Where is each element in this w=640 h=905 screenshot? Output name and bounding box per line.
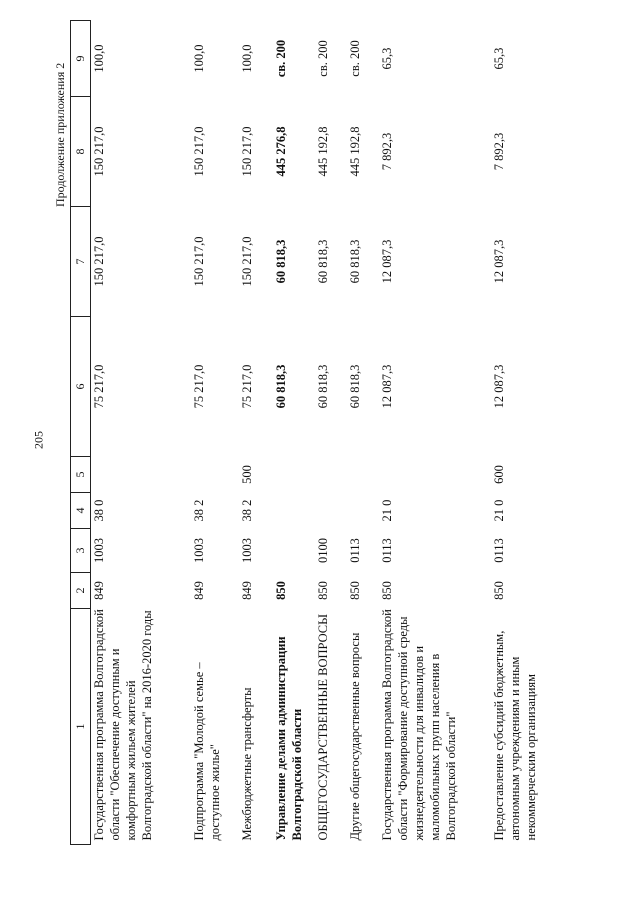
column-header: 8 [71,97,91,207]
table-row [191,21,239,845]
cell-col2: 850 [348,581,362,600]
cell-col9: 65,3 [492,47,506,70]
cell-col7: 12 087,3 [380,239,394,284]
cell-col6: 75 217,0 [240,364,254,409]
cell-col3: 1003 [192,538,206,563]
cell-col5: 500 [240,465,254,484]
table-row [315,21,347,845]
cell-col4: 38 0 [92,499,106,522]
cell-col6: 60 818,3 [316,364,330,409]
page-number: 205 [31,431,46,449]
column-header: 9 [71,21,91,97]
table-row [491,21,551,845]
table-row [273,21,315,845]
cell-col7: 60 818,3 [274,239,288,284]
cell-col4: 38 2 [192,499,206,522]
cell-col7: 150 217,0 [92,236,106,287]
cell-col6: 75 217,0 [192,364,206,409]
cell-col3 [273,529,315,573]
cell-col5 [347,457,379,493]
cell-col2: 849 [92,581,106,600]
cell-col2: 850 [316,581,330,600]
cell-col9: 100,0 [92,44,106,73]
cell-col2: 850 [380,581,394,600]
cell-col4 [273,493,315,529]
cell-col5 [315,457,347,493]
column-header: 7 [71,207,91,317]
cell-col4: 38 2 [240,499,254,522]
cell-col9: св. 200 [316,40,330,77]
row-name: Подпрограмма "Молодой семье – доступное жилье" [192,662,222,841]
cell-col5: 600 [492,465,506,484]
cell-col6: 60 818,3 [274,364,288,409]
cell-col9: 65,3 [380,47,394,70]
cell-col5 [379,457,491,493]
row-name: Государственная программа Волгоградской области "Обеспечение доступным и комфортным жильем жителей Волгоградской области" на 2016-2020 годы [92,609,154,841]
cell-col5 [191,457,239,493]
cell-col6: 12 087,3 [380,364,394,409]
appendix-continuation-note: Продолжение приложения 2 [53,62,67,207]
cell-col2: 850 [274,581,288,600]
cell-col6: 75 217,0 [92,364,106,409]
cell-col7: 150 217,0 [192,236,206,287]
cell-col8: 150 217,0 [92,126,106,177]
cell-col2: 849 [240,581,254,600]
cell-col9: св. 200 [348,40,362,77]
cell-col3: 1003 [92,538,106,563]
cell-col5 [273,457,315,493]
row-name: Управление делами администрации Волгоградской области [274,636,304,841]
column-header: 4 [71,493,91,529]
cell-col8: 150 217,0 [240,126,254,177]
cell-col7: 60 818,3 [348,239,362,284]
cell-col5 [91,457,192,493]
cell-col9: 100,0 [192,44,206,73]
table-row [379,21,491,845]
row-name: Другие общегосударственные вопросы [348,632,362,841]
budget-table [70,20,551,845]
column-header: 3 [71,529,91,573]
table-row [347,21,379,845]
cell-col6: 12 087,3 [492,364,506,409]
row-name: Межбюджетные трансферты [240,687,254,841]
cell-col4: 21 0 [492,499,506,522]
cell-col7: 150 217,0 [240,236,254,287]
cell-col9: св. 200 [274,39,288,78]
cell-col4 [347,493,379,529]
row-name: ОБЩЕГОСУДАРСТВЕННЫЕ ВОПРОСЫ [316,613,330,841]
cell-col8: 150 217,0 [192,126,206,177]
cell-col6: 60 818,3 [348,364,362,409]
row-name: Предоставление субсидий бюджетным, автономным учреждениям и иным некоммерческим организациям [492,630,538,841]
cell-col7: 12 087,3 [492,239,506,284]
column-header: 5 [71,457,91,493]
cell-col4: 21 0 [380,499,394,522]
cell-col2: 850 [492,581,506,600]
cell-col3: 0113 [348,538,362,563]
column-header: 1 [71,609,91,845]
cell-col4 [315,493,347,529]
cell-col8: 445 276,8 [274,126,288,177]
cell-col9: 100,0 [240,44,254,73]
column-header: 6 [71,317,91,457]
table-row [91,21,192,845]
column-header: 2 [71,573,91,609]
cell-col8: 445 192,8 [348,126,362,177]
cell-col2: 849 [192,581,206,600]
cell-col8: 7 892,3 [492,132,506,171]
table-header-row [71,21,91,845]
row-name: Государственная программа Волгоградской области "Формирование доступной среды жизнедеятельности для инвалидов и маломобильных групп населения в Волгоградской области" [380,609,458,841]
cell-col3: 0113 [380,538,394,563]
cell-col3: 1003 [240,538,254,563]
table-row [239,21,273,845]
cell-col8: 445 192,8 [316,126,330,177]
cell-col7: 60 818,3 [316,239,330,284]
cell-col3: 0100 [316,538,330,563]
cell-col8: 7 892,3 [380,132,394,171]
cell-col3: 0113 [492,538,506,563]
